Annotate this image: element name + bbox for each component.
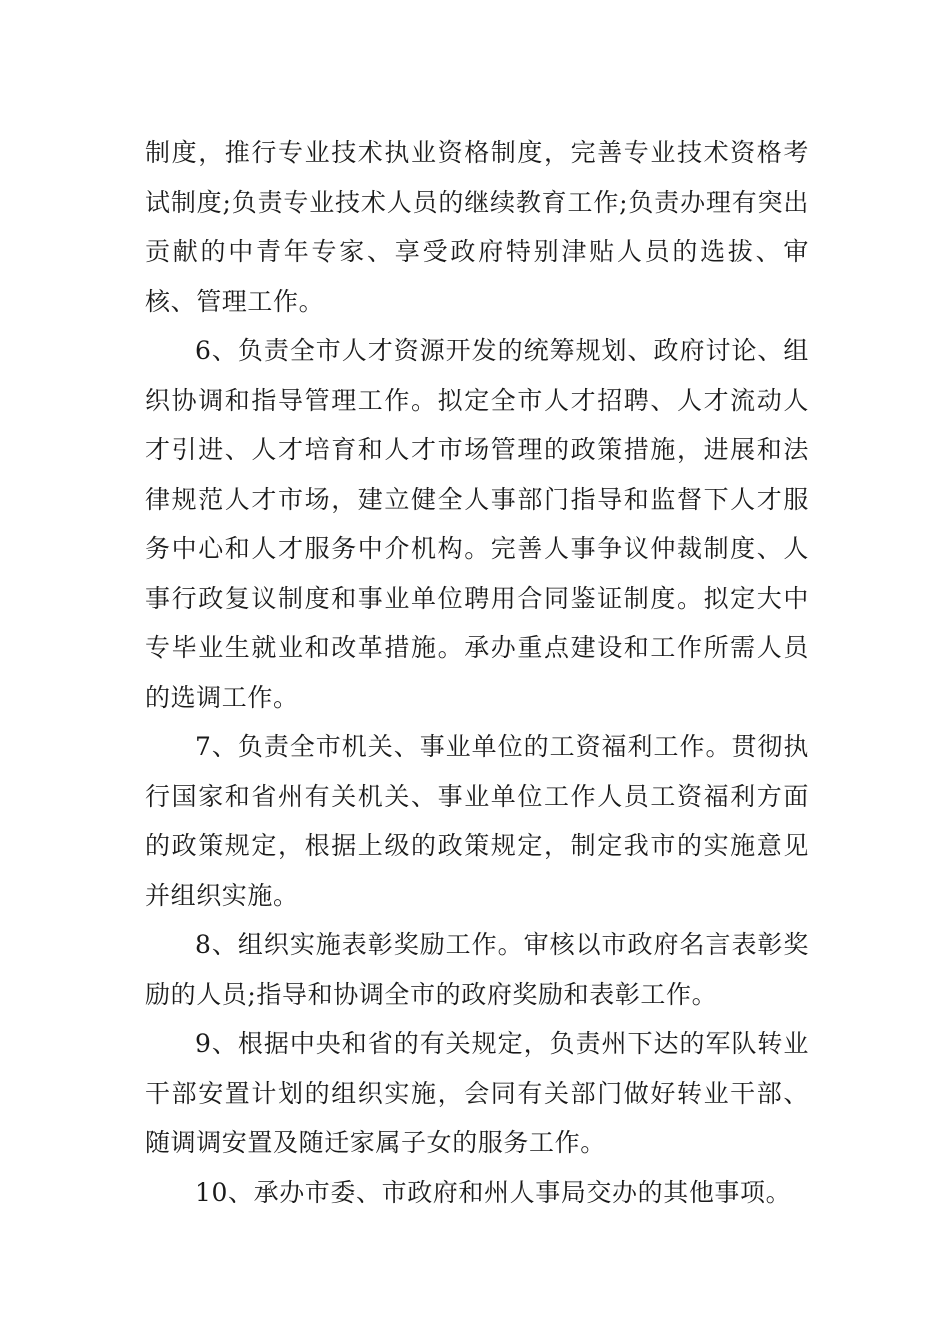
document-body [145,128,809,1217]
paragraph-continuation: 制度，推行专业技术执业资格制度，完善专业技术资格考试制度;负责专业技术人员的继续教育工作;负责办理有突出贡献的中青年专家、享受政府特别津贴人员的选拔、审核、管理工作。 [145,138,809,316]
paragraph-item-6: 6、负责全市人才资源开发的统筹规划、政府讨论、组织协调和指导管理工作。拟定全市人才招聘、人才流动人才引进、人才培育和人才市场管理的政策措施，进展和法律规范人才市场，建立健全人事部门指导和监督下人才服务中心和人才服务中介机构。完善人事争议仲裁制度、人事行政复议制度和事业单位聘用合同鉴证制度。拟定大中专毕业生就业和改革措施。承办重点建设和工作所需人员的选调工作。 [145,336,809,712]
paragraph-item-7: 7、负责全市机关、事业单位的工资福利工作。贯彻执行国家和省州有关机关、事业单位工作人员工资福利方面的政策规定，根据上级的政策规定，制定我市的实施意见并组织实施。 [145,732,809,910]
paragraph-item-8: 8、组织实施表彰奖励工作。审核以市政府名言表彰奖励的人员;指导和协调全市的政府奖励和表彰工作。 [145,930,809,1009]
paragraph-item-10: 10、承办市委、市政府和州人事局交办的其他事项。 [195,1177,792,1207]
paragraph-item-9: 9、根据中央和省的有关规定，负责州下达的军队转业干部安置计划的组织实施，会同有关部门做好转业干部、随调调安置及随迁家属子女的服务工作。 [145,1029,809,1157]
